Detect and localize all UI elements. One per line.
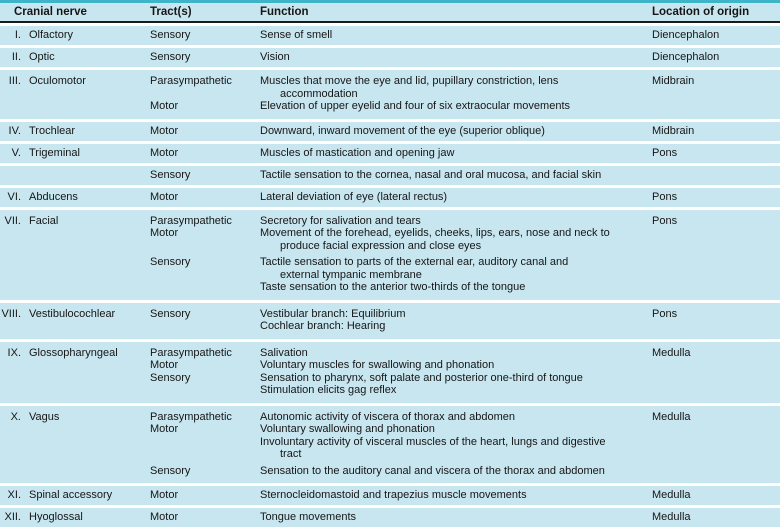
location-cell: Pons (652, 214, 678, 227)
table-row-line (0, 215, 780, 228)
location-cell: Midbrain (652, 124, 695, 137)
tract-cell (150, 88, 260, 101)
tract-cell: Motor (150, 511, 179, 524)
location-cell: Midbrain (652, 75, 695, 87)
location-cell: Medulla (652, 346, 691, 359)
table-row (0, 188, 780, 207)
table-row-line (0, 100, 780, 113)
table-row (0, 48, 780, 67)
tract-cell: Parasympathetic (150, 346, 232, 359)
nerve-cell (0, 489, 150, 502)
function-cell: Muscles of mastication and opening jaw (260, 146, 455, 159)
location-cell (652, 436, 780, 449)
nerve-cell (0, 147, 150, 160)
tract-cell: Motor (150, 423, 179, 435)
table-row-line (0, 51, 780, 64)
table-row-line (0, 320, 780, 333)
table-row-line (0, 269, 780, 282)
table-row (0, 508, 780, 527)
tract-cell: Motor (150, 124, 179, 137)
table-row (0, 122, 780, 141)
location-cell (652, 320, 780, 333)
tract-cell: Sensory (150, 307, 191, 320)
function-cell: Salivation (260, 346, 308, 359)
table-row (0, 210, 780, 300)
location-cell (652, 256, 780, 269)
location-cell (652, 88, 780, 101)
nerve-name: Optic (29, 51, 55, 64)
nerve-cell (0, 448, 150, 461)
nerve-cell (0, 100, 150, 113)
nerve-cell (0, 125, 150, 138)
table-row-line (0, 359, 780, 372)
nerve-numeral: I. (14, 29, 21, 42)
table-row-line (0, 125, 780, 138)
table-row-line (0, 281, 780, 294)
function-cell: Sense of smell (260, 29, 333, 42)
function-cell: Muscles that move the eye and lid, pupillary constriction, lens (260, 75, 559, 87)
table-row-line (0, 511, 780, 524)
location-cell (652, 240, 780, 253)
location-cell (652, 281, 780, 294)
nerve-numeral: III. (8, 75, 21, 87)
tract-cell: Motor (150, 146, 179, 159)
tract-cell: Sensory (150, 29, 191, 42)
nerve-cell (0, 372, 150, 385)
nerve-cell (0, 215, 150, 228)
tract-cell (150, 320, 260, 333)
table-row-line (0, 411, 780, 424)
nerve-cell (0, 240, 150, 253)
table-row-line (0, 372, 780, 385)
tract-cell (150, 448, 260, 461)
nerve-name: Trochlear (29, 124, 76, 137)
nerve-cell (0, 169, 150, 182)
nerve-cell (0, 227, 150, 240)
tract-cell: Sensory (150, 168, 191, 181)
nerve-name: Glossopharyngeal (29, 346, 118, 359)
table-row-line (0, 227, 780, 240)
nerve-name: Spinal accessory (29, 489, 113, 502)
nerve-cell (0, 281, 150, 294)
nerve-numeral: V. (11, 146, 21, 159)
nerve-cell (0, 347, 150, 360)
tract-cell (150, 281, 260, 294)
tract-cell (150, 240, 260, 253)
column-header-cranial-nerve: Cranial nerve (14, 6, 87, 18)
nerve-numeral: VI. (7, 190, 21, 203)
tract-cell: Motor (150, 190, 179, 203)
tract-cell: Sensory (150, 464, 191, 477)
nerve-name: Trigeminal (29, 146, 80, 159)
function-cell: Voluntary swallowing and phonation (260, 423, 435, 435)
nerve-cell (0, 320, 150, 333)
location-cell: Pons (652, 307, 678, 320)
table-row-line (0, 489, 780, 502)
function-cell: Tongue movements (260, 511, 356, 524)
location-cell: Pons (652, 190, 678, 203)
table-row (0, 144, 780, 163)
location-cell (652, 359, 780, 372)
table-row (0, 70, 780, 119)
table-row (0, 303, 780, 339)
location-cell (652, 227, 780, 240)
table-row-line (0, 75, 780, 88)
table-row-line (0, 240, 780, 253)
table-row-line (0, 147, 780, 160)
nerve-numeral: VIII. (1, 307, 21, 320)
table-row-line (0, 88, 780, 101)
table-row-line (0, 347, 780, 360)
table-row (0, 342, 780, 403)
nerve-name: Abducens (29, 190, 78, 203)
table-row-line (0, 29, 780, 42)
nerve-cell (0, 88, 150, 101)
nerve-name: Oculomotor (29, 75, 86, 87)
nerve-name: Vestibulocochlear (29, 307, 116, 320)
function-cell: Sensation to the auditory canal and viscera of the thorax and abdomen (260, 464, 605, 477)
table-row-line (0, 256, 780, 269)
nerve-numeral: IV. (8, 124, 21, 137)
table-row-line (0, 465, 780, 478)
nerve-numeral: VII. (4, 214, 21, 227)
location-cell: Diencephalon (652, 29, 720, 42)
nerve-cell (0, 51, 150, 64)
nerve-numeral: XII. (4, 511, 21, 524)
tract-cell: Motor (150, 359, 179, 371)
column-header-location-of-origin: Location of origin (652, 6, 750, 18)
function-cell: Elevation of upper eyelid and four of six extraocular movements (260, 100, 570, 112)
nerve-cell (0, 511, 150, 524)
function-cell: Downward, inward movement of the eye (superior oblique) (260, 124, 545, 137)
location-cell (652, 100, 780, 113)
nerve-cell (0, 191, 150, 204)
table-row-line (0, 308, 780, 321)
function-cell: tract (280, 448, 302, 460)
function-cell: Voluntary muscles for swallowing and phonation (260, 359, 495, 371)
function-cell: Sternocleidomastoid and trapezius muscle movements (260, 489, 527, 502)
table-row-line (0, 384, 780, 397)
tract-cell: Sensory (150, 51, 191, 64)
table-row (0, 26, 780, 45)
nerve-name: Olfactory (29, 29, 74, 42)
nerve-numeral: IX. (7, 346, 21, 359)
table-row-line (0, 169, 780, 182)
function-cell: Movement of the forehead, eyelids, cheeks, lips, ears, nose and neck to (260, 227, 610, 239)
column-header-function: Function (260, 6, 309, 18)
location-cell (652, 384, 780, 397)
function-cell: Involuntary activity of visceral muscles of the heart, lungs and digestive (260, 435, 606, 448)
tract-cell: Sensory (150, 371, 191, 384)
tract-cell: Parasympathetic (150, 410, 232, 423)
location-cell: Diencephalon (652, 51, 720, 64)
tract-cell (150, 436, 260, 449)
nerve-numeral: II. (11, 51, 21, 64)
nerve-cell (0, 308, 150, 321)
nerve-cell (0, 465, 150, 478)
nerve-name: Hyoglossal (29, 511, 83, 524)
nerve-cell (0, 75, 150, 88)
location-cell (652, 423, 780, 436)
tract-cell (150, 384, 260, 397)
tract-cell: Motor (150, 489, 179, 502)
tract-cell: Sensory (150, 256, 191, 268)
nerve-cell (0, 411, 150, 424)
tract-cell: Motor (150, 227, 179, 239)
location-cell (652, 372, 780, 385)
function-cell: Lateral deviation of eye (lateral rectus) (260, 190, 448, 203)
nerve-cell (0, 359, 150, 372)
tract-cell: Motor (150, 100, 179, 112)
column-header-tracts: Tract(s) (150, 6, 192, 18)
tract-cell (150, 269, 260, 282)
nerve-cell (0, 269, 150, 282)
location-cell (652, 465, 780, 478)
table-row (0, 486, 780, 505)
function-cell: Vestibular branch: Equilibrium (260, 307, 406, 320)
function-cell: external tympanic membrane (280, 268, 422, 281)
nerve-cell (0, 29, 150, 42)
table-row-line (0, 423, 780, 436)
location-cell (652, 448, 780, 461)
tract-cell: Parasympathetic (150, 75, 232, 87)
table-row-line (0, 436, 780, 449)
location-cell: Medulla (652, 489, 691, 502)
nerve-numeral: X. (10, 410, 21, 423)
nerve-cell (0, 256, 150, 269)
function-cell: Tactile sensation to parts of the external ear, auditory canal and (260, 256, 569, 268)
nerve-cell (0, 436, 150, 449)
location-cell: Medulla (652, 410, 691, 423)
function-cell: produce facial expression and close eyes (280, 239, 482, 252)
function-cell: Cochlear branch: Hearing (260, 320, 386, 332)
nerve-cell (0, 423, 150, 436)
function-cell: Stimulation elicits gag reflex (260, 384, 397, 396)
table-body (0, 26, 780, 527)
location-cell (652, 169, 780, 182)
nerve-cell (0, 384, 150, 397)
nerve-name: Facial (29, 214, 59, 227)
location-cell: Medulla (652, 511, 691, 524)
function-cell: Sensation to pharynx, soft palate and posterior one-third of tongue (260, 371, 583, 384)
function-cell: Vision (260, 51, 290, 64)
table-row-line (0, 191, 780, 204)
function-cell: Autonomic activity of viscera of thorax and abdomen (260, 410, 515, 423)
table-row (0, 166, 780, 185)
function-cell: Tactile sensation to the cornea, nasal and oral mucosa, and facial skin (260, 168, 602, 181)
nerve-name: Vagus (29, 410, 60, 423)
function-cell: Secretory for salivation and tears (260, 214, 421, 227)
table-header (0, 3, 780, 23)
tract-cell: Parasympathetic (150, 214, 232, 227)
location-cell: Pons (652, 146, 678, 159)
table-row-line (0, 448, 780, 461)
table-row (0, 406, 780, 484)
function-cell: Taste sensation to the anterior two-thirds of the tongue (260, 281, 526, 293)
location-cell (652, 269, 780, 282)
function-cell: accommodation (280, 87, 358, 100)
nerve-numeral: XI. (7, 489, 21, 502)
